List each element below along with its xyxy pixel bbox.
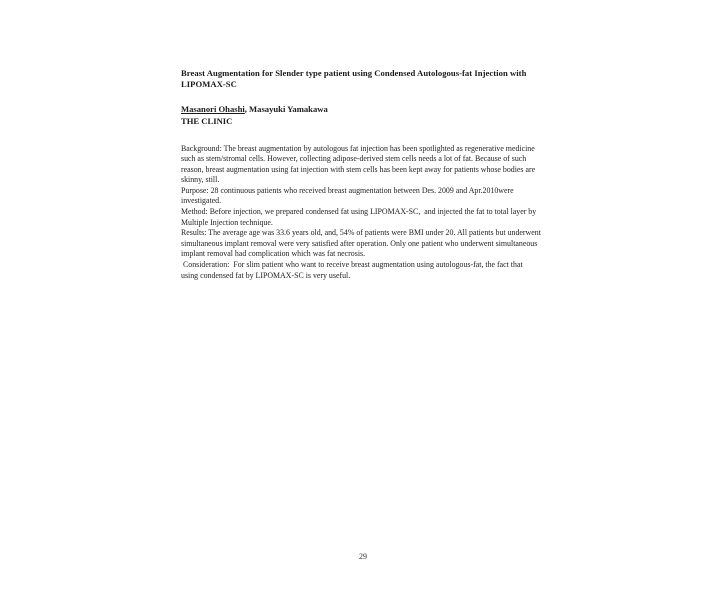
affiliation: THE CLINIC [181,115,233,126]
abstract-title: Breast Augmentation for Slender type patient using Condensed Autologous-fat Injection with LIPOMAX-SC [181,68,527,89]
author-list [181,104,541,115]
author-separator: , [244,104,250,114]
co-author: Masayuki Yamakawa [249,104,328,114]
paragraph-results: Results: The average age was 33.6 years old, and, 54% of patients were BMI under 20. All patients but underwent simultaneous implant removal were very satisfied after operation. Only one patient who underwent simultaneous implant removal had complication which was fat necrosis. [181,228,543,259]
abstract [181,68,541,281]
presenting-author: Masanori Ohashi [181,104,245,114]
abstract-body [181,144,541,282]
paragraph-background: Background: The breast augmentation by autologous fat injection has been spotlighted as regenerative medicine such as stem/stromal cells. However, collecting adipose-derived stem cells needs a lot of fat. Because of such reason, breast augmentation using fat injection with stem cells has been kept away for patients whose bodies are skinny, still. [181,143,538,185]
paragraph-purpose: Purpose: 28 continuous patients who received breast augmentation between Des. 2009 and Apr.2010were investigated. [181,185,516,206]
page-number: 29 [359,552,367,561]
paragraph-consideration: Consideration: For slim patient who want to receive breast augmentation using autologous-fat, the fact that using condensed fat by LIPOMAX-SC is very useful. [181,260,525,280]
paragraph-method: Method: Before injection, we prepared condensed fat using LIPOMAX-SC, and injected the fat to total layer by Multiple Injection technique. [181,207,539,227]
